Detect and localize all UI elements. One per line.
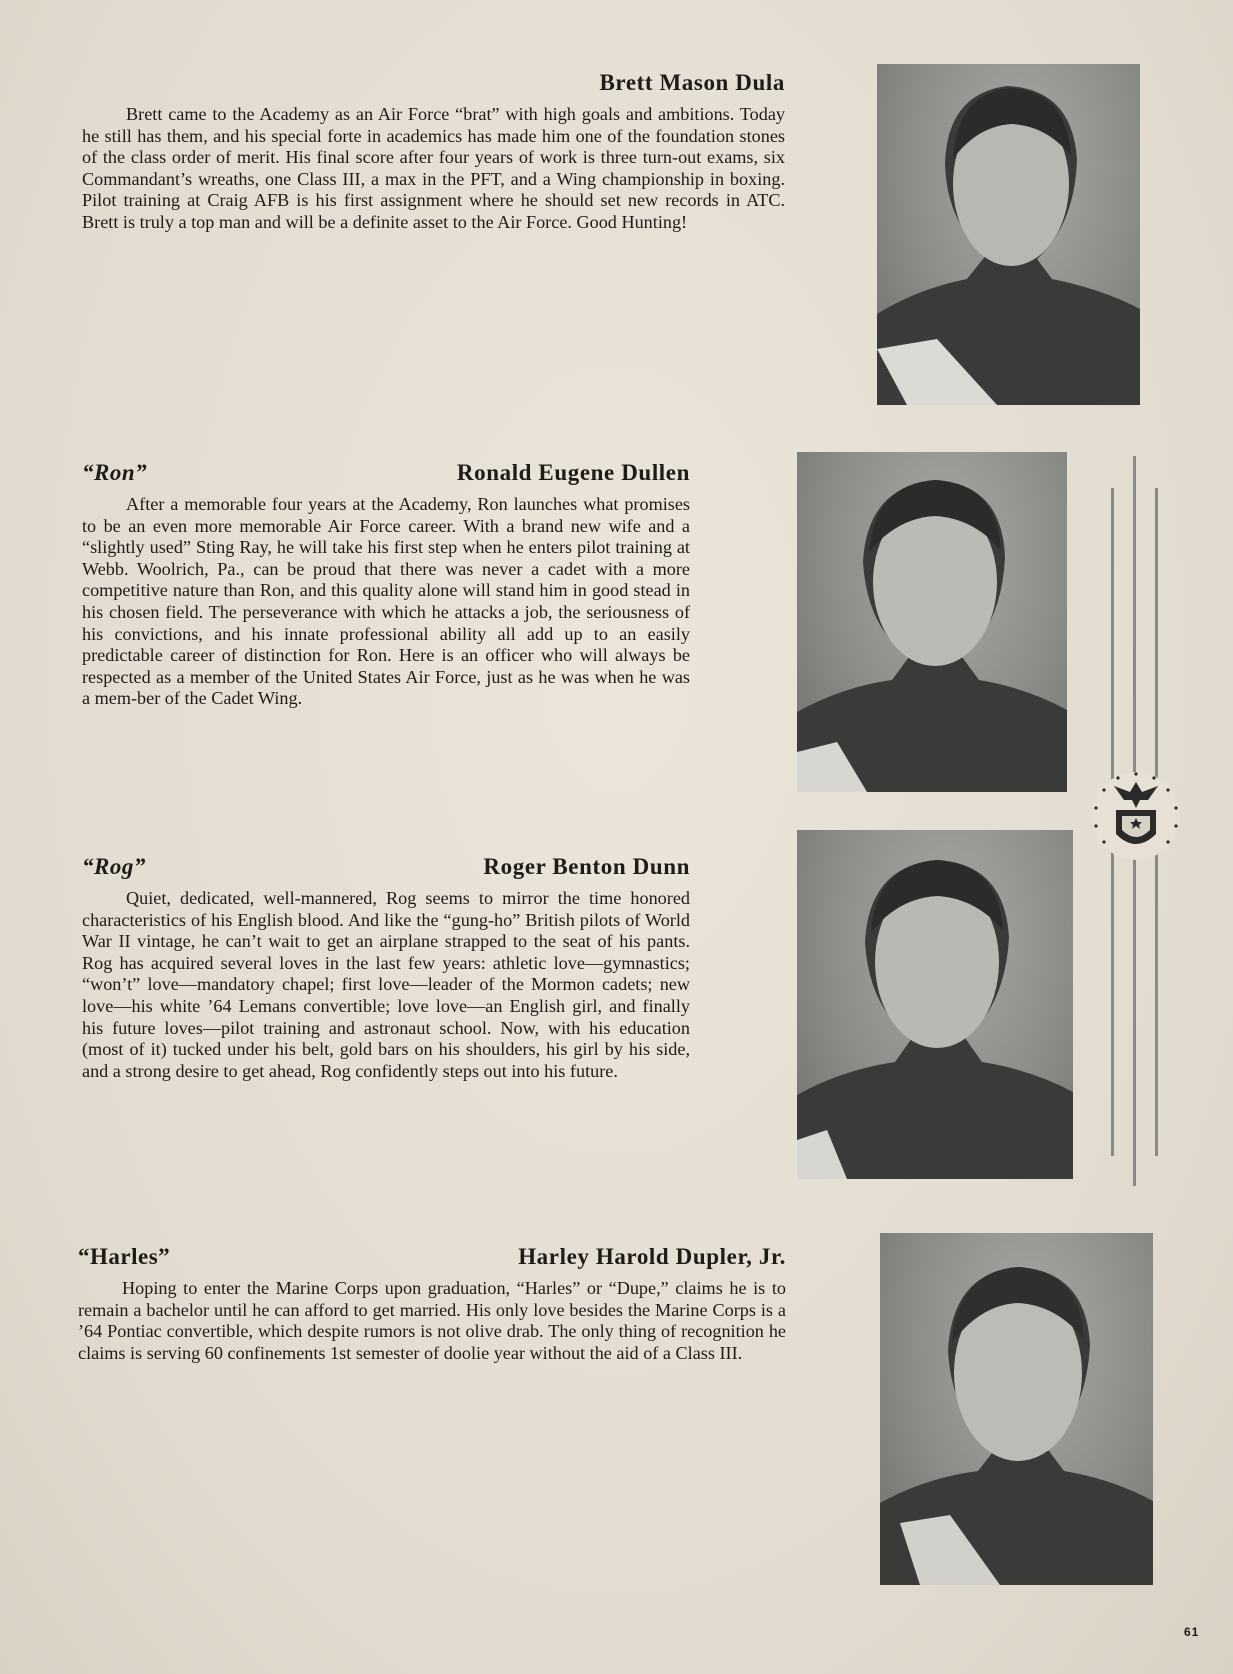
entry-header [82,70,785,104]
cadet-name: Roger Benton Dunn [483,854,690,879]
entry-header [82,460,690,494]
cadet-bio: Hoping to enter the Marine Corps upon graduation, “Harles” or “Dupe,” claims he is to remain a bachelor until he can afford to get married. His only love besides the Marine Corps is a ’64 Pontiac convertible, which despite rumors is not olive drab. The only thing of recognition he claims is serving 60 confinements 1st semester of doolie year without the aid of a Class III. [78,1278,786,1363]
entry-ronald-dullen [82,460,690,710]
air-force-academy-emblem-icon [1088,768,1184,864]
cadet-name: Ronald Eugene Dullen [456,460,690,485]
cadet-bio: After a memorable four years at the Academy, Ron launches what promises to be an even more memorable Air Force career. With a brand new wife and a “slightly used” Sting Ray, he will take his first step when he enters pilot training at Webb. Woolrich, Pa., can be proud that there was never a cadet with a more competitive nature than Ron, and this quality alone will stand him in good stead in his chosen field. The perseverance with which he attacks a job, the seriousness of his convictions, and his innate professional ability all add up to an easily predictable career of distinction for Ron. Here is an officer who will always be respected as a member of the United States Air Force, just as he was when he was a mem-ber of the Cadet Wing. [82,494,690,709]
entry-brett-dula [82,70,785,234]
portrait-photo-roger-dunn [797,830,1073,1179]
portrait-photo-brett-dula [877,64,1140,405]
cadet-bio: Quiet, dedicated, well-mannered, Rog seems to mirror the time honored characteristics of his English blood. And like the “gung-ho” British pilots of World War II vintage, he can’t wait to get an airplane strapped to the seat of his pants. Rog has acquired several loves in the last few years: athletic love—gymnastics; “won’t” love—mandatory chapel; first love—leader of the Mormon cadets; new love—his white ’64 Lemans convertible; love love—an English girl, and finally his future loves—pilot training and astronaut school. Now, with his education (most of it) tucked under his belt, gold bars on his shoulders, his girl by his side, and a strong desire to get ahead, Rog confidently steps out into his future. [82,888,690,1081]
entry-harley-dupler [78,1244,786,1364]
cadet-bio: Brett came to the Academy as an Air Force “brat” with high goals and ambitions. Today he still has them, and his special forte in academics has made him one of the foundation stones of the class order of merit. His final score after four years of work is three turn-out exams, six Commandant’s wreaths, one Class III, a max in the PFT, and a Wing championship in boxing. Pilot training at Craig AFB is his first assignment where he should set new records in ATC. Brett is truly a top man and will be a definite asset to the Air Force. Good Hunting! [82,104,785,232]
cadet-nickname: “Harles” [78,1244,171,1269]
cadet-name: Harley Harold Dupler, Jr. [518,1244,786,1269]
portrait-silhouette [880,1233,1153,1585]
entry-roger-dunn [82,854,690,1082]
portrait-silhouette [877,64,1140,405]
portrait-photo-ronald-dullen [797,452,1067,792]
entry-header [78,1244,786,1278]
page-number: 61 [1184,1625,1200,1639]
cadet-nickname: “Rog” [82,854,146,879]
cadet-nickname: “Ron” [82,460,148,485]
portrait-photo-harley-dupler [880,1233,1153,1585]
cadet-name: Brett Mason Dula [599,70,785,95]
entry-header [82,854,690,888]
portrait-silhouette [797,452,1067,792]
portrait-silhouette [797,830,1073,1179]
